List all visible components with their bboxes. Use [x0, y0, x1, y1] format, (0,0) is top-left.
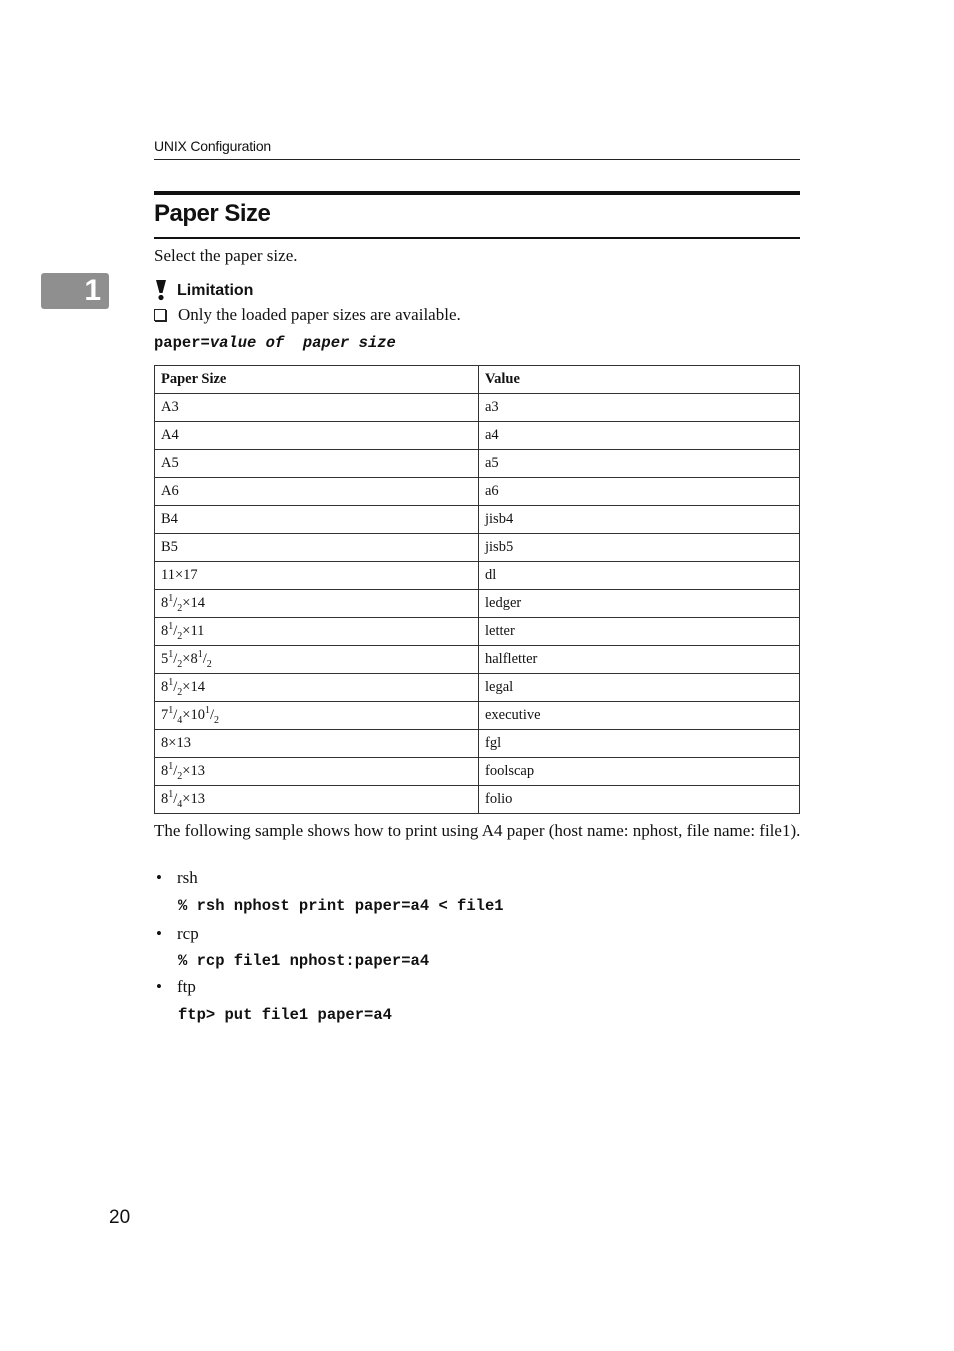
- cell-paper-size: A3: [155, 394, 479, 422]
- bullet-icon: •: [156, 924, 162, 943]
- syntax-prefix: paper=: [154, 334, 210, 352]
- limitation-label: Limitation: [177, 282, 254, 299]
- header-value: Value: [479, 366, 800, 394]
- table-header-row: [155, 366, 800, 394]
- cell-value: halfletter: [479, 646, 800, 674]
- chapter-tab: [41, 273, 109, 309]
- example-command-rsh: % rsh nphost print paper=a4 < file1: [178, 897, 504, 915]
- page-number: 20: [109, 1207, 131, 1228]
- cell-value: folio: [479, 786, 800, 814]
- table-row: [155, 394, 800, 422]
- paper-size-table: [154, 365, 800, 814]
- cell-value: jisb4: [479, 506, 800, 534]
- table-row: [155, 590, 800, 618]
- table-row: [155, 478, 800, 506]
- cell-paper-size: 8×13: [155, 730, 479, 758]
- example-label-ftp: ftp: [177, 977, 196, 996]
- table-row: [155, 618, 800, 646]
- cell-paper-size: A4: [155, 422, 479, 450]
- example-command-ftp: ftp> put file1 paper=a4: [178, 1006, 392, 1024]
- cell-value: legal: [479, 674, 800, 702]
- cell-value: fgl: [479, 730, 800, 758]
- cell-paper-size: $7^1/_4\times 10^1/_2$: [155, 702, 479, 730]
- table-row: [155, 702, 800, 730]
- cell-value: letter: [479, 618, 800, 646]
- cell-value: executive: [479, 702, 800, 730]
- intro-text: Select the paper size.: [154, 246, 298, 265]
- header-paper-size: Paper Size: [155, 366, 479, 394]
- cell-value: a5: [479, 450, 800, 478]
- example-label-rsh: rsh: [177, 868, 198, 887]
- cell-paper-size: $8^1/_2\times 14$: [155, 590, 479, 618]
- sample-paragraph: The following sample shows how to print using A4 paper (host name: nphost, file name: file1).: [154, 821, 801, 840]
- table-row: [155, 534, 800, 562]
- table-row: [155, 506, 800, 534]
- header-rule: [154, 159, 800, 160]
- cell-value: a3: [479, 394, 800, 422]
- cell-value: ledger: [479, 590, 800, 618]
- cell-paper-size: $8^1/_2\times 13$: [155, 758, 479, 786]
- cell-value: a4: [479, 422, 800, 450]
- syntax-param: value of paper size: [209, 334, 396, 352]
- cell-paper-size: B4: [155, 506, 479, 534]
- table-row: [155, 562, 800, 590]
- cell-paper-size: $5^1/_2\times 8^1/_2$: [155, 646, 479, 674]
- title-bar: [154, 191, 800, 195]
- page-title: Paper Size: [154, 200, 271, 227]
- syntax-line: [154, 334, 396, 352]
- chapter-number: 1: [84, 274, 101, 307]
- exclamation-icon: [154, 279, 168, 301]
- title-rule: [154, 237, 800, 239]
- cell-paper-size: A5: [155, 450, 479, 478]
- cell-value: jisb5: [479, 534, 800, 562]
- running-header: UNIX Configuration: [154, 138, 272, 154]
- table-row: [155, 730, 800, 758]
- table-row: [155, 786, 800, 814]
- limitation-item-text: Only the loaded paper sizes are available.: [178, 305, 461, 324]
- cell-paper-size: $8^1/_2\times 11$: [155, 618, 479, 646]
- bullet-icon: •: [156, 868, 162, 887]
- table-row: [155, 646, 800, 674]
- cell-value: a6: [479, 478, 800, 506]
- limitation-item: [154, 305, 461, 325]
- table-row: [155, 450, 800, 478]
- example-label-rcp: rcp: [177, 924, 199, 943]
- table-row: [155, 758, 800, 786]
- table-row: [155, 422, 800, 450]
- cell-paper-size: $8^1/_4\times 13$: [155, 786, 479, 814]
- cell-value: foolscap: [479, 758, 800, 786]
- cell-value: dl: [479, 562, 800, 590]
- cell-paper-size: $8^1/_2\times 14$: [155, 674, 479, 702]
- example-command-rcp: % rcp file1 nphost:paper=a4: [178, 952, 430, 970]
- cell-paper-size: 11×17: [155, 562, 479, 590]
- cell-paper-size: A6: [155, 478, 479, 506]
- checkbox-icon: [154, 309, 166, 321]
- table-row: [155, 674, 800, 702]
- cell-paper-size: B5: [155, 534, 479, 562]
- bullet-icon: •: [156, 977, 162, 996]
